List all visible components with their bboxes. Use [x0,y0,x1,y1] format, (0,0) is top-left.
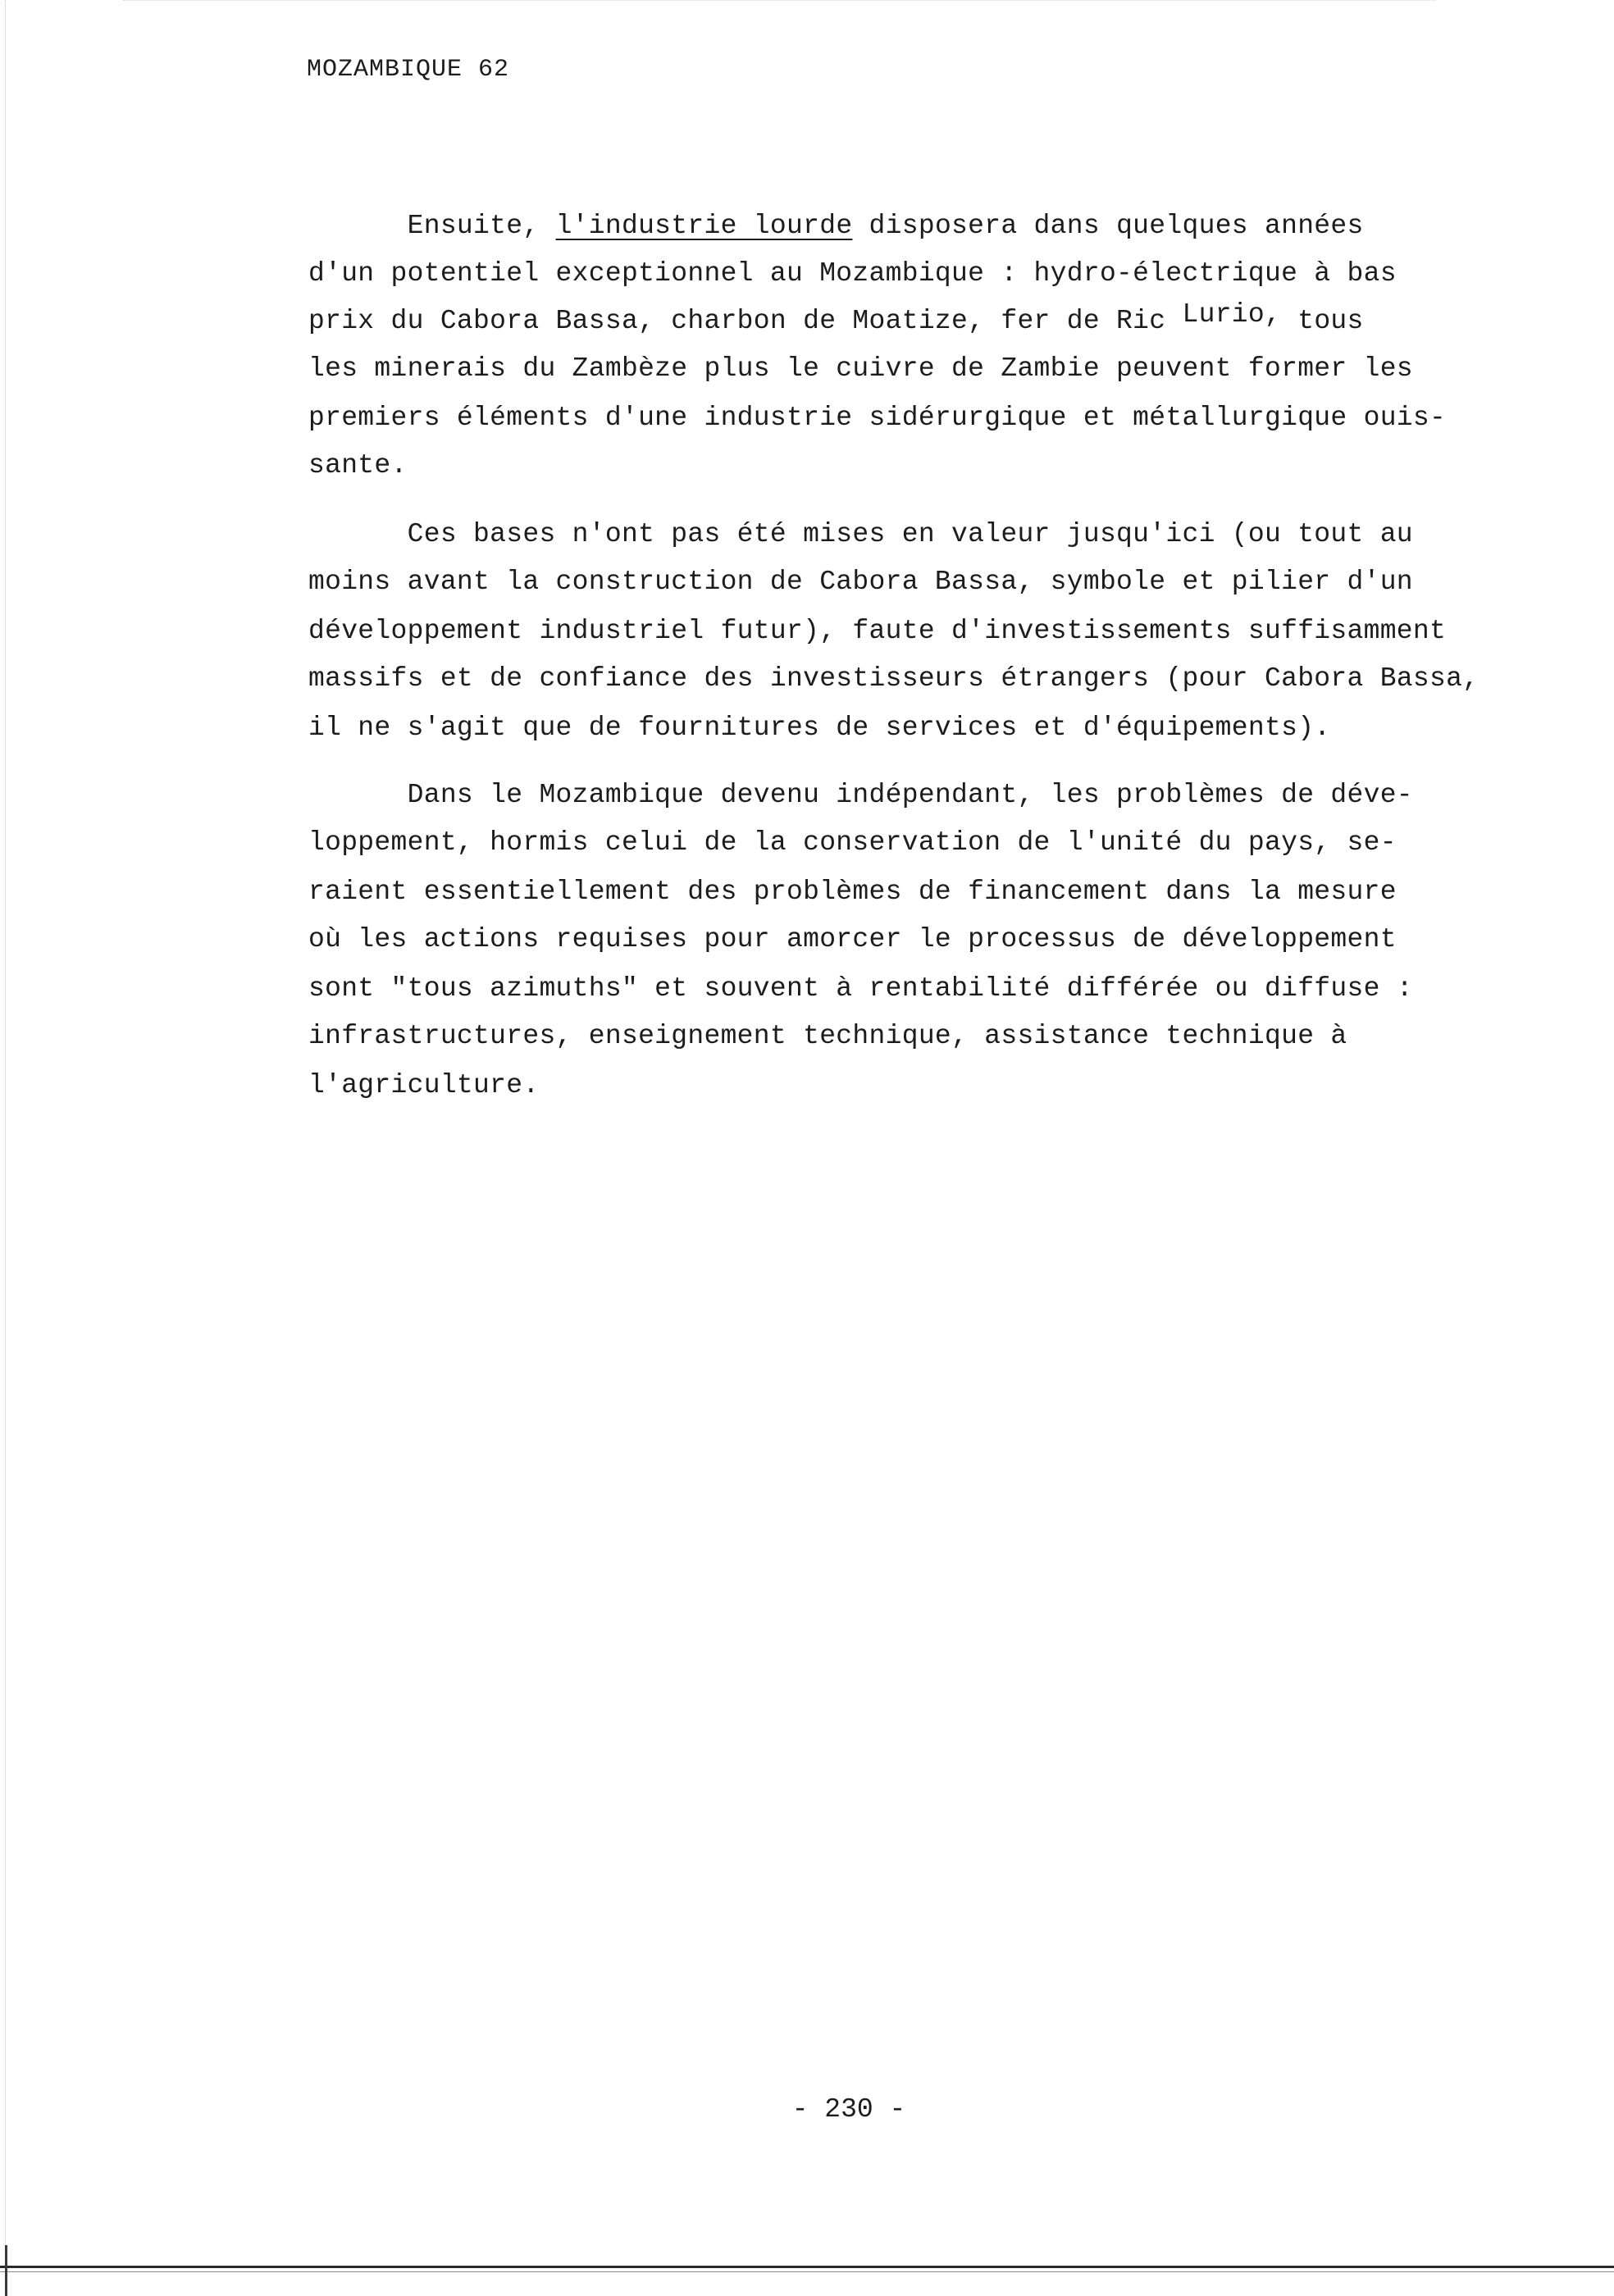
scan-edge-left [5,0,6,2296]
running-header: MOZAMBIQUE 62 [307,56,510,84]
page-number: - 230 - [791,2094,906,2125]
p1-line-1: Ensuite, l'industrie lourde disposera dans quelques années [308,211,1364,241]
p2-line-4: massifs et de confiance des investisseurs étrangers (pour Cabora Bassa, [308,663,1480,694]
underlined-phrase: l'industrie lourde [555,211,853,241]
p2-line-1: Ces bases n'ont pas été mises en valeur jusqu'ici (ou tout au [308,519,1413,549]
p2-line-2: moins avant la construction de Cabora Bassa, symbole et pilier d'un [308,567,1413,597]
raised-word: Lurio, [1182,299,1282,330]
p3-line-5: sont "tous azimuths" et souvent à rentabilité différée ou diffuse : [308,973,1413,1004]
p2-line-3: développement industriel futur), faute d'investissements suffisamment [308,616,1447,646]
p3-line-4: où les actions requises pour amorcer le processus de développement [308,924,1397,954]
p1-line-3: prix du Cabora Bassa, charbon de Moatize, fer de Ric Lurio, tous [308,299,1364,336]
p1-line-2: d'un potentiel exceptionnel au Mozambique : hydro-électrique à bas [308,258,1397,289]
scan-bottom-edge-faint [0,2271,1614,2272]
p3-line-3: raient essentiellement des problèmes de financement dans la mesure [308,877,1397,907]
p1-line-6: sante. [308,450,408,481]
p2-line-5: il ne s'agit que de fournitures de services et d'équipements). [308,713,1331,743]
scan-artifact-corner [5,2245,7,2296]
scan-artifact-top [123,0,1435,9]
p1-line-4: les minerais du Zambèze plus le cuivre de Zambie peuvent former les [308,353,1413,384]
p1-line-5: premiers éléments d'une industrie sidérurgique et métallurgique ouis- [308,403,1447,433]
p3-line-7: l'agriculture. [308,1070,540,1100]
p3-line-2: loppement, hormis celui de la conservation de l'unité du pays, se- [308,827,1397,858]
p3-line-1: Dans le Mozambique devenu indépendant, les problèmes de déve- [308,780,1413,810]
p3-line-6: infrastructures, enseignement technique, assistance technique à [308,1021,1347,1051]
scan-bottom-edge [0,2266,1614,2268]
